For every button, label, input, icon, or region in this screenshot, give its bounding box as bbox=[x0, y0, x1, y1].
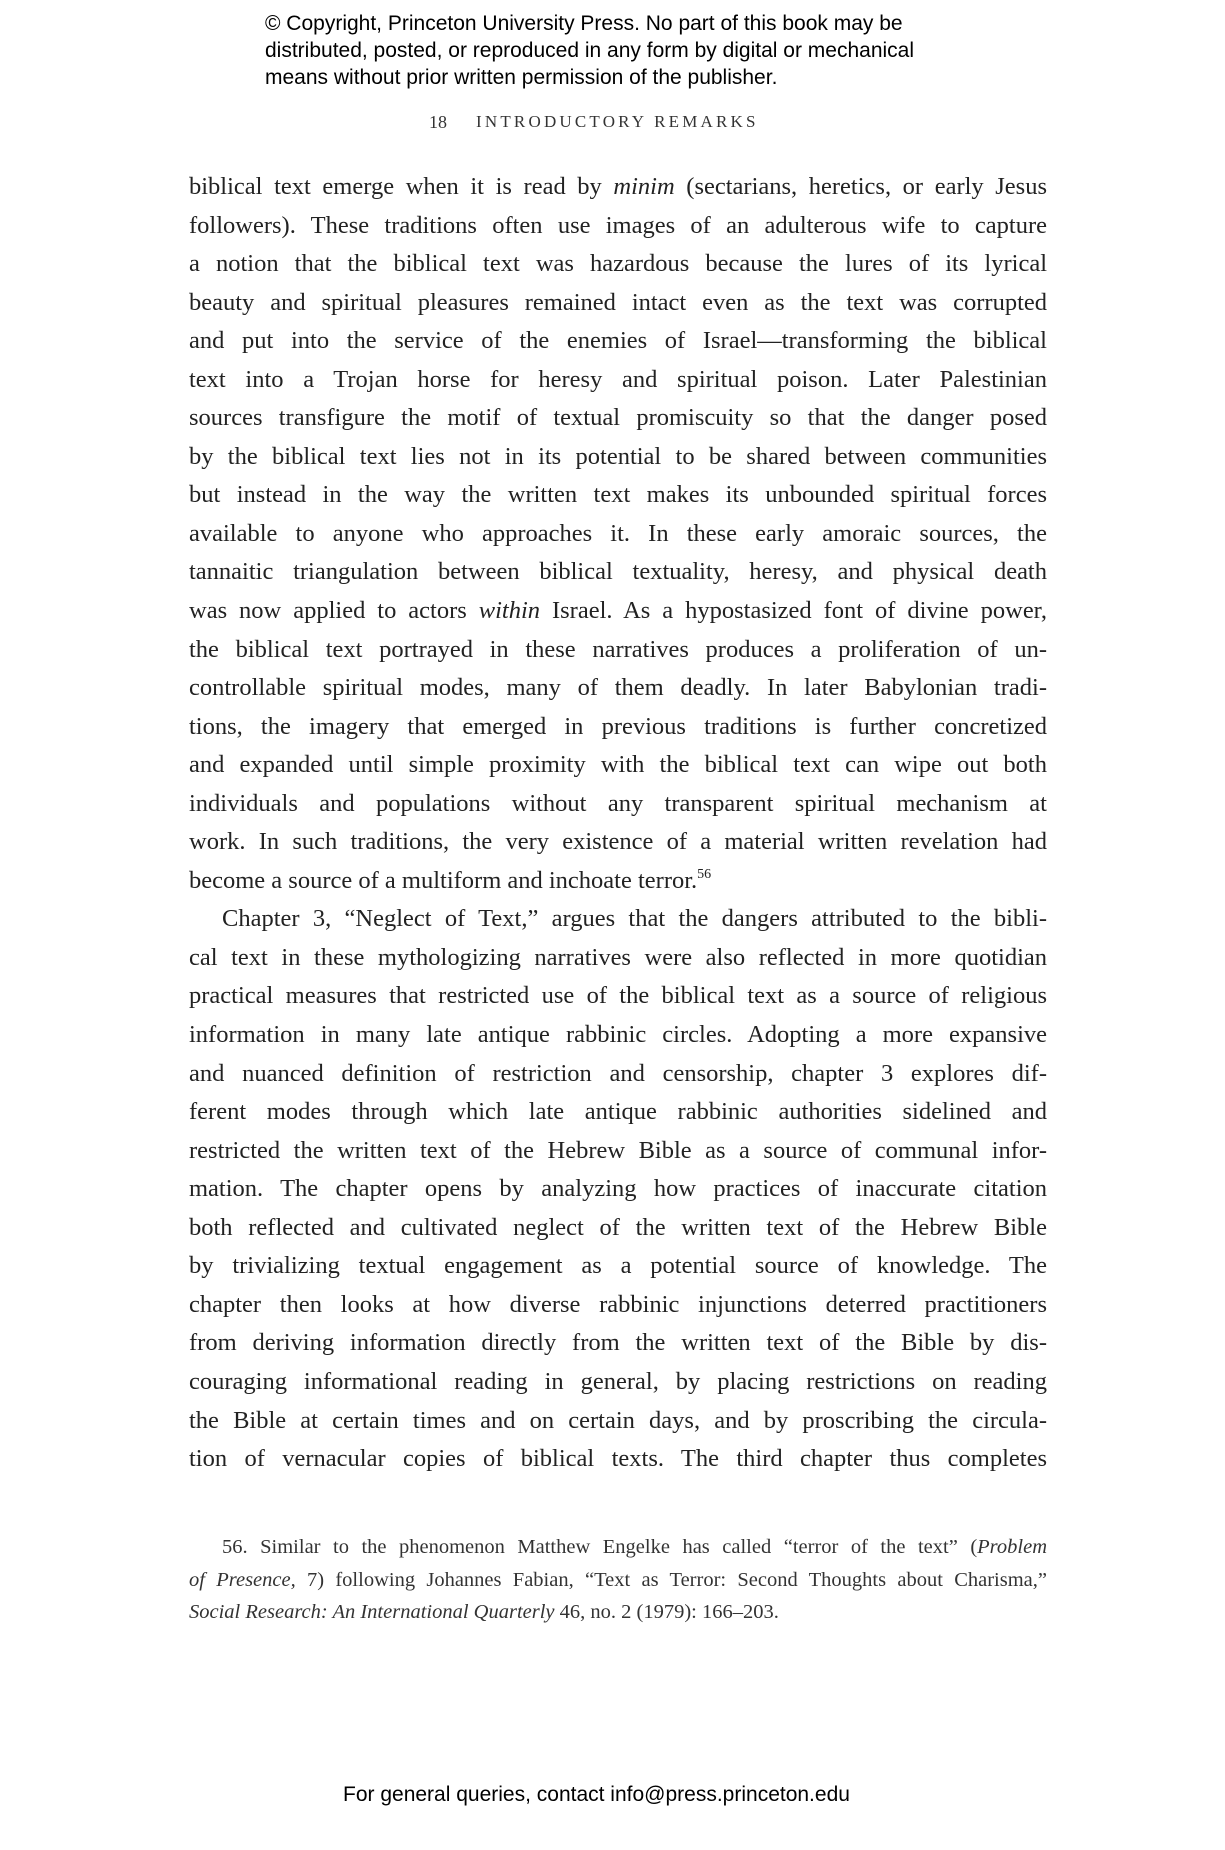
body-line bbox=[189, 785, 1047, 824]
text-segment: but instead in the way the written text makes its unbounded spiritual forces bbox=[189, 481, 1047, 509]
body-line bbox=[189, 1132, 1047, 1171]
body-line bbox=[189, 207, 1047, 246]
text-segment: cal text in these mythologizing narratives were also reflected in more quotidian bbox=[189, 943, 1047, 971]
footer-contact: For general queries, contact info@press.princeton.edu bbox=[343, 1783, 850, 1806]
text-segment: work. In such traditions, the very existence of a material written revelation had bbox=[189, 828, 1047, 856]
text-segment: beauty and spiritual pleasures remained intact even as the text was corrupted bbox=[189, 288, 1047, 316]
footnote-line bbox=[189, 1596, 1047, 1629]
text-segment: mation. The chapter opens by analyzing how practices of inaccurate citation bbox=[189, 1175, 1047, 1203]
body-line bbox=[189, 438, 1047, 477]
text-segment: restricted the written text of the Hebrew Bible as a source of communal infor- bbox=[189, 1136, 1047, 1164]
body-line bbox=[189, 900, 1047, 939]
body-line bbox=[189, 361, 1047, 400]
copyright-line: means without prior written permission of the publisher. bbox=[265, 66, 778, 89]
italic-text: within bbox=[478, 597, 541, 625]
body-line bbox=[189, 168, 1047, 207]
text-segment: controllable spiritual modes, many of them deadly. In later Babylonian tradi- bbox=[189, 674, 1047, 702]
body-line bbox=[189, 1209, 1047, 1248]
body-line bbox=[189, 553, 1047, 592]
running-head-title: INTRODUCTORY REMARKS bbox=[476, 112, 759, 131]
text-segment: ferent modes through which late antique rabbinic authorities sidelined and bbox=[189, 1098, 1047, 1126]
body-line bbox=[189, 1170, 1047, 1209]
text-segment: and expanded until simple proximity with the biblical text can wipe out both bbox=[189, 751, 1047, 779]
body-line bbox=[189, 862, 1047, 901]
text-segment: available to anyone who approaches it. In these early amoraic sources, the bbox=[189, 519, 1047, 547]
text-segment: Chapter 3, “Neglect of Text,” argues that the dangers attributed to the bibli- bbox=[222, 905, 1047, 933]
body-line bbox=[189, 823, 1047, 862]
text-segment: by the biblical text lies not in its potential to be shared between communities bbox=[189, 442, 1047, 470]
text-segment: 56. Similar to the phenomenon Matthew Engelke has called “terror of the text” ( bbox=[222, 1536, 978, 1558]
body-line bbox=[189, 1093, 1047, 1132]
text-segment: tion of vernacular copies of biblical texts. The third chapter thus completes bbox=[189, 1445, 1047, 1473]
text-segment: tannaitic triangulation between biblical textuality, heresy, and physical death bbox=[189, 558, 1047, 586]
italic-text: Problem bbox=[977, 1536, 1047, 1558]
body-line bbox=[189, 284, 1047, 323]
body-line bbox=[189, 399, 1047, 438]
text-segment: information in many late antique rabbinic circles. Adopting a more expansive bbox=[189, 1021, 1047, 1049]
page-number: 18 bbox=[429, 112, 447, 132]
italic-text: Social Research: An International Quarterly bbox=[189, 1601, 555, 1623]
text-segment: practical measures that restricted use of the biblical text as a source of religious bbox=[189, 982, 1047, 1010]
copyright-notice bbox=[265, 10, 914, 91]
body-line bbox=[189, 1440, 1047, 1479]
body-line bbox=[189, 1247, 1047, 1286]
text-segment: by trivializing textual engagement as a potential source of knowledge. The bbox=[189, 1252, 1047, 1280]
body-line bbox=[189, 708, 1047, 747]
text-segment: 7) following Johannes Fabian, “Text as Terror: Second Thoughts about Charisma,” bbox=[295, 1568, 1047, 1591]
body-line bbox=[189, 1286, 1047, 1325]
body-line bbox=[189, 977, 1047, 1016]
text-segment: text into a Trojan horse for heresy and spiritual poison. Later Palestinian bbox=[189, 365, 1047, 393]
text-segment: followers). These traditions often use images of an adulterous wife to capture bbox=[189, 211, 1047, 239]
text-segment: and nuanced definition of restriction and censorship, chapter 3 explores dif- bbox=[189, 1059, 1047, 1087]
body-text bbox=[189, 168, 1047, 1479]
text-segment: biblical text emerge when it is read by bbox=[189, 173, 614, 200]
body-line bbox=[189, 245, 1047, 284]
body-line bbox=[189, 1402, 1047, 1441]
copyright-line: distributed, posted, or reproduced in any form by digital or mechanical bbox=[265, 39, 915, 62]
text-segment: the biblical text portrayed in these narratives produces a proliferation of un- bbox=[189, 635, 1047, 663]
copyright-line: © Copyright, Princeton University Press. No part of this book may be bbox=[265, 12, 903, 35]
footnote-reference: 56 bbox=[697, 866, 712, 882]
text-segment: from deriving information directly from the written text of the Bible by dis- bbox=[189, 1329, 1047, 1357]
body-line bbox=[189, 322, 1047, 361]
italic-text: of Presence, bbox=[189, 1568, 296, 1591]
text-segment: and put into the service of the enemies of Israel—transforming the biblical bbox=[189, 327, 1047, 355]
body-line bbox=[189, 476, 1047, 515]
body-line bbox=[189, 669, 1047, 708]
body-line bbox=[189, 746, 1047, 785]
footnote-line bbox=[189, 1531, 1047, 1564]
text-segment: both reflected and cultivated neglect of the written text of the Hebrew Bible bbox=[189, 1213, 1047, 1241]
body-line bbox=[189, 1363, 1047, 1402]
body-line bbox=[189, 592, 1047, 631]
italic-text: minim bbox=[613, 173, 675, 200]
text-segment: (sectarians, heretics, or early Jesus bbox=[674, 173, 1047, 200]
footnote-line bbox=[189, 1564, 1047, 1597]
body-line bbox=[189, 1016, 1047, 1055]
body-line bbox=[189, 1324, 1047, 1363]
text-segment: a notion that the biblical text was hazardous because the lures of its lyrical bbox=[189, 250, 1047, 278]
text-segment: sources transfigure the motif of textual promiscuity so that the danger posed bbox=[189, 404, 1047, 432]
body-line bbox=[189, 1055, 1047, 1094]
text-segment: chapter then looks at how diverse rabbinic injunctions deterred practitioners bbox=[189, 1290, 1047, 1318]
text-segment: 46, no. 2 (1979): 166–203. bbox=[554, 1601, 779, 1623]
body-line bbox=[189, 939, 1047, 978]
footnotes bbox=[189, 1531, 1047, 1629]
body-line bbox=[189, 631, 1047, 670]
text-segment: tions, the imagery that emerged in previous traditions is further concretized bbox=[189, 712, 1047, 740]
text-segment: the Bible at certain times and on certain days, and by proscribing the circula- bbox=[189, 1406, 1047, 1434]
text-segment: individuals and populations without any transparent spiritual mechanism at bbox=[189, 789, 1047, 817]
body-line bbox=[189, 515, 1047, 554]
text-segment: couraging informational reading in general, by placing restrictions on reading bbox=[189, 1367, 1047, 1395]
text-segment: become a source of a multiform and inchoate terror. bbox=[189, 866, 698, 894]
text-segment: Israel. As a hypostasized font of divine power, bbox=[540, 597, 1047, 625]
text-segment: was now applied to actors bbox=[189, 597, 479, 625]
